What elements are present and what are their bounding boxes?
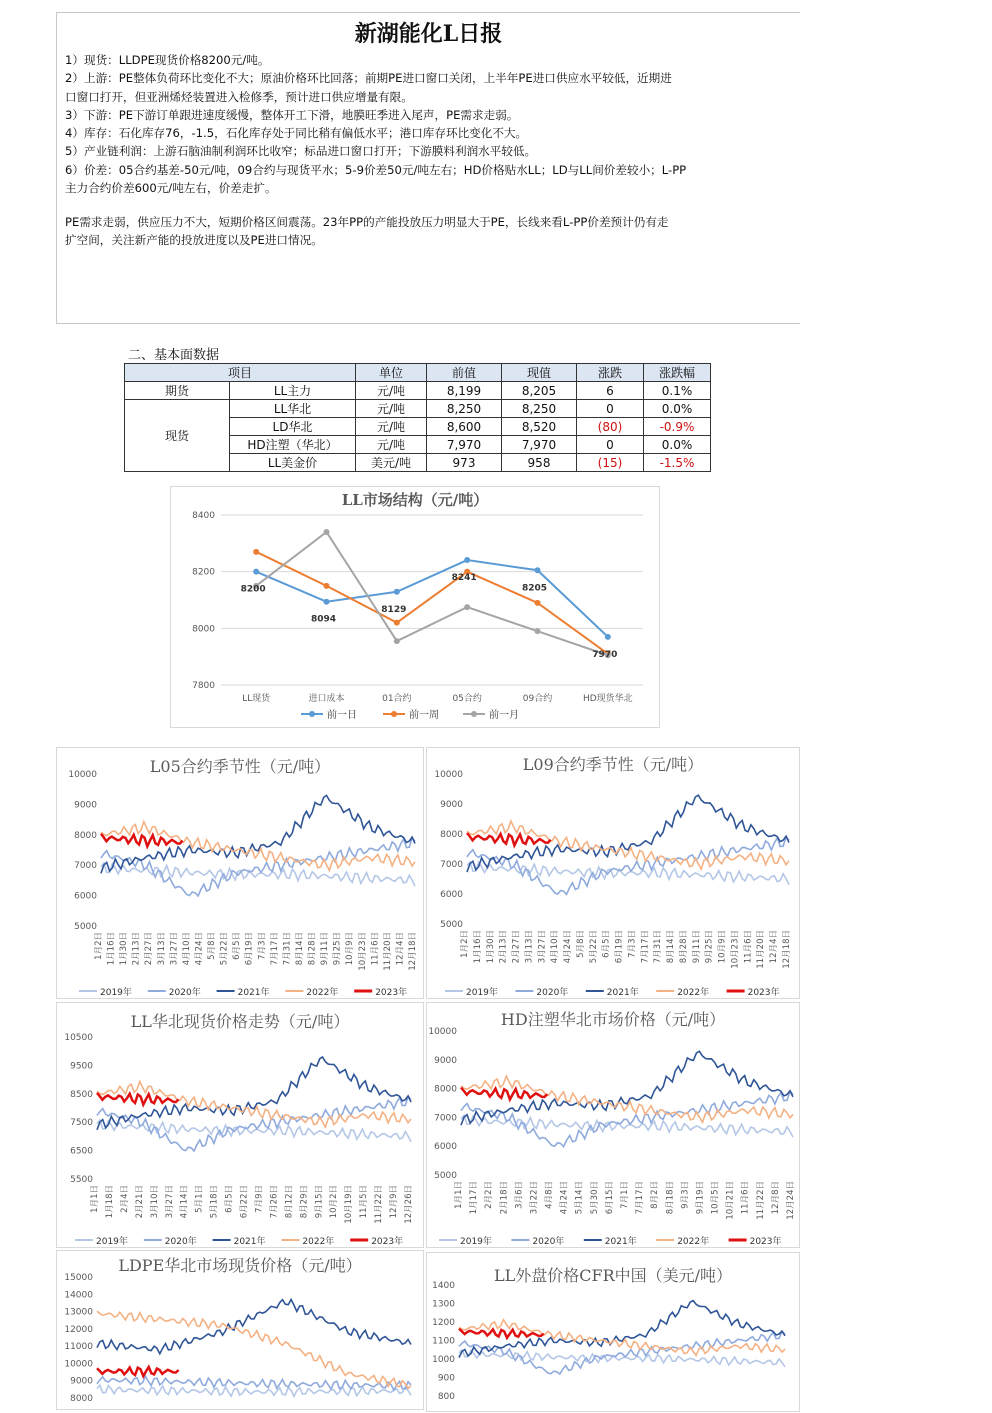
x-tick-label: 12月9日 — [389, 1185, 400, 1219]
x-tick-label: 6月19日 — [244, 932, 255, 966]
y-tick-label: 6000 — [434, 1142, 457, 1153]
x-tick-label: 7月17日 — [635, 1181, 646, 1215]
x-tick-label: 8月28日 — [307, 932, 318, 966]
x-tick-label: HD现货华北 — [582, 694, 633, 704]
y-tick-label: 10000 — [64, 1359, 93, 1370]
x-tick-label: 3月13日 — [156, 932, 167, 966]
y-tick-label: 5000 — [434, 1171, 457, 1181]
summary-line: 扩空间，关注新产能的投放进度以及PE进口情况。 — [65, 233, 323, 248]
report-line: 2）上游：PE整体负荷环比变化不大；原油价格环比回落；前期PE进口窗口关闭，上半年PE进口供应水平较低，近期进 — [65, 71, 672, 86]
report-line: 口窗口打开，但亚洲烯烃装置进入检修季，预计进口供应增量有限。 — [65, 89, 413, 104]
x-tick-label: 5月8日 — [575, 930, 586, 958]
y-tick-label: 8200 — [192, 567, 215, 578]
x-tick-label: 11月6日 — [740, 1181, 751, 1215]
x-tick-label: 05合约 — [452, 694, 482, 704]
x-tick-label: 6月5日 — [224, 1185, 235, 1213]
y-tick-label: 7500 — [70, 1118, 93, 1129]
row-prev: 8,199 — [427, 382, 502, 400]
series-line — [467, 795, 789, 872]
data-point — [324, 529, 330, 535]
data-point — [394, 620, 400, 626]
y-tick-label: 8000 — [192, 624, 215, 635]
row-item: LL华北 — [230, 400, 356, 418]
series-line — [461, 1088, 547, 1100]
x-tick-label: 1月2日 — [460, 930, 470, 958]
legend-label: 2021年 — [233, 1237, 266, 1247]
row-chg: 0 — [577, 436, 644, 454]
x-tick-label: 01合约 — [382, 694, 412, 704]
x-tick-label: 5月1日 — [194, 1185, 205, 1213]
report-line: 5）产业链利润：上游石脑油制利润环比收窄；标品进口窗口打开；下游膜料利润水平较低。 — [65, 144, 537, 159]
x-tick-label: 4月10日 — [181, 932, 192, 966]
report-line: 主力合约价差600元/吨左右，价差走扩。 — [65, 181, 277, 196]
x-tick-label: 7月31日 — [653, 930, 664, 964]
x-tick-label: 11月6日 — [743, 930, 754, 964]
ldpe-north-chart — [56, 1250, 424, 1410]
x-tick-label: 9月15日 — [314, 1185, 325, 1219]
x-tick-label: 8月29日 — [299, 1185, 310, 1219]
y-tick-label: 5500 — [70, 1175, 93, 1185]
y-tick-label: 9500 — [70, 1061, 93, 1072]
row-curr: 8,520 — [502, 418, 577, 436]
data-label: 7970 — [592, 649, 618, 660]
x-tick-label: 进口成本 — [308, 694, 345, 704]
header-pct: 涨跌幅 — [644, 364, 711, 382]
y-tick-label: 800 — [437, 1392, 455, 1402]
y-tick-label: 7000 — [74, 861, 97, 872]
data-label: 8205 — [521, 583, 548, 594]
x-tick-label: 2月27日 — [511, 930, 522, 964]
ll-north-spot-svg — [57, 1003, 425, 1249]
row-unit: 元/吨 — [356, 436, 427, 454]
section-title: 二、基本面数据 — [128, 348, 220, 363]
row-curr: 958 — [502, 454, 577, 472]
legend-label: 2023年 — [375, 988, 408, 998]
row-pct: -1.5% — [644, 454, 711, 472]
report-line: 6）价差：05合约基差-50元/吨，09合约与现货平水；5-9价差50元/吨左右；HD价格贴水LL；LD与LL间价差较小；L-PP — [65, 162, 687, 177]
l05-seasonal-chart — [56, 747, 424, 999]
l09-seasonal-svg — [427, 748, 801, 1000]
y-tick-label: 1000 — [432, 1355, 455, 1365]
report-line: 3）下游：PE下游订单跟进速度缓慢，整体开工下滑，地膜旺季进入尾声，PE需求走弱。 — [65, 107, 519, 122]
x-tick-label: 8月14日 — [666, 930, 677, 964]
x-tick-label: 12月4日 — [395, 932, 406, 966]
x-tick-label: 2月13日 — [131, 932, 142, 966]
report-line: 4）库存：石化库存76，-1.5，石化库存处于同比稍有偏低水平；港口库存环比变化不大。 — [65, 126, 528, 141]
table-header-row — [125, 364, 711, 382]
y-tick-label: 7000 — [434, 1113, 457, 1124]
row-prev: 7,970 — [427, 436, 502, 454]
row-prev: 973 — [427, 454, 502, 472]
y-tick-label: 11000 — [64, 1342, 93, 1353]
x-tick-label: 5月18日 — [209, 1185, 220, 1219]
x-tick-label: 1月16日 — [106, 932, 117, 966]
x-tick-label: 6月5日 — [601, 930, 612, 958]
chart-title: L09合约季节性（元/吨） — [522, 755, 704, 774]
data-point — [535, 600, 541, 606]
x-tick-label: 5月22日 — [219, 932, 230, 966]
y-tick-label: 8000 — [70, 1394, 93, 1404]
series-line — [461, 1051, 793, 1125]
legend-label: 2023年 — [371, 1237, 404, 1247]
ldpe-north-svg — [57, 1251, 425, 1411]
legend-label: 2021年 — [237, 988, 270, 998]
x-tick-label: 10月23日 — [357, 932, 368, 971]
row-curr: 8,205 — [502, 382, 577, 400]
x-tick-label: 7月1日 — [620, 1181, 630, 1209]
legend-label: 2022年 — [677, 988, 710, 998]
y-tick-label: 10000 — [434, 770, 463, 780]
row-pct: 0.0% — [644, 400, 711, 418]
legend-label: 2020年 — [536, 988, 569, 998]
legend-label: 2019年 — [466, 988, 498, 998]
y-tick-label: 10500 — [64, 1033, 93, 1043]
series-line — [467, 833, 551, 845]
data-label: 8241 — [451, 573, 477, 584]
data-point — [324, 599, 330, 605]
y-tick-label: 10000 — [68, 770, 97, 780]
y-tick-label: 900 — [437, 1373, 455, 1384]
x-tick-label: 6月22日 — [239, 1185, 250, 1219]
chart-title: HD注塑华北市场价格（元/吨） — [500, 1010, 726, 1029]
data-point — [253, 569, 259, 575]
x-tick-label: 12月18日 — [782, 930, 792, 969]
x-tick-label: 1月1日 — [90, 1185, 100, 1213]
x-tick-label: 12月24日 — [786, 1181, 796, 1220]
legend-marker — [309, 711, 315, 717]
x-tick-label: 8月2日 — [650, 1181, 661, 1209]
summary-line: PE需求走弱，供应压力不大，短期价格区间震荡。23年PP的产能投放压力明显大于PE，长线来看L-PP价差预计仍有走 — [65, 215, 669, 229]
data-point — [535, 567, 541, 573]
report-box — [56, 12, 800, 324]
row-chg: (15) — [577, 454, 644, 472]
row-unit: 元/吨 — [356, 382, 427, 400]
x-tick-label: 2月2日 — [484, 1181, 495, 1209]
chart-title: L05合约季节性（元/吨） — [149, 757, 331, 776]
x-tick-label: 3月27日 — [164, 1185, 175, 1219]
x-tick-label: 4月24日 — [194, 932, 205, 966]
report-lines — [65, 51, 795, 197]
x-tick-label: 11月20日 — [382, 932, 393, 971]
series-line — [97, 1367, 179, 1376]
x-tick-label: 10月2日 — [329, 1185, 340, 1219]
y-tick-label: 9000 — [440, 800, 463, 810]
series-line — [459, 1329, 544, 1338]
data-label: 8094 — [310, 614, 337, 625]
x-tick-label: 7月3日 — [627, 930, 638, 958]
x-tick-label: 3月27日 — [169, 932, 180, 966]
x-tick-label: 1月18日 — [104, 1185, 115, 1219]
data-point — [535, 628, 541, 634]
x-tick-label: 7月3日 — [257, 932, 268, 960]
x-tick-label: 1月30日 — [485, 930, 496, 964]
x-tick-label: 11月5日 — [359, 1185, 370, 1219]
group-futures: 期货 — [125, 382, 230, 400]
x-tick-label: 10月9日 — [717, 930, 728, 964]
ll-cfr-svg — [427, 1253, 801, 1413]
x-tick-label: 6月19日 — [614, 930, 625, 964]
y-tick-label: 6000 — [440, 890, 463, 900]
x-tick-label: 9月19日 — [695, 1181, 706, 1215]
series-line — [97, 1093, 179, 1105]
series-line — [459, 1301, 785, 1358]
hd-injection-svg — [427, 1003, 801, 1249]
header-unit: 单位 — [356, 364, 427, 382]
x-tick-label: 4月24日 — [563, 930, 574, 964]
x-tick-label: 7月17日 — [640, 930, 651, 964]
x-tick-label: 3月13日 — [524, 930, 535, 964]
fundamentals-table — [124, 363, 711, 472]
series-line — [97, 1300, 411, 1354]
x-tick-label: 11月20日 — [756, 930, 767, 969]
y-tick-label: 7000 — [440, 860, 463, 870]
x-tick-label: 7月17日 — [269, 932, 280, 966]
legend-label: 前一周 — [409, 710, 439, 721]
y-tick-label: 14000 — [64, 1290, 93, 1301]
x-tick-label: 1月17日 — [469, 1181, 480, 1215]
x-tick-label: 09合约 — [522, 694, 553, 704]
y-tick-label: 8000 — [74, 830, 97, 841]
x-tick-label: 2月21日 — [134, 1185, 145, 1219]
chart-title: LL市场结构（元/吨） — [341, 491, 489, 509]
y-tick-label: 1200 — [432, 1318, 455, 1328]
y-tick-label: 8500 — [70, 1089, 93, 1100]
y-tick-label: 10000 — [428, 1027, 457, 1037]
y-tick-label: 7800 — [192, 681, 215, 691]
x-tick-label: 7月31日 — [282, 932, 293, 966]
legend-label: 前一月 — [489, 710, 519, 721]
row-chg: 0 — [577, 400, 644, 418]
header-prev: 前值 — [427, 364, 502, 382]
series-line — [97, 1057, 411, 1130]
x-tick-label: 8月28日 — [678, 930, 689, 964]
chart-title: LL外盘价格CFR中国（美元/吨） — [493, 1266, 733, 1285]
x-tick-label: 7月9日 — [254, 1185, 265, 1213]
series-line — [101, 795, 415, 873]
x-tick-label: 3月22日 — [529, 1181, 540, 1215]
legend-label: 2020年 — [164, 1237, 197, 1247]
x-tick-label: 9月11日 — [691, 930, 702, 964]
data-point — [394, 638, 400, 644]
market-structure-chart — [170, 486, 660, 728]
y-tick-label: 6000 — [74, 891, 97, 902]
row-item: LL主力 — [230, 382, 356, 400]
x-tick-label: 5月14日 — [574, 1181, 585, 1215]
x-tick-label: 10月21日 — [725, 1181, 736, 1220]
x-tick-label: 11月22日 — [374, 1185, 385, 1224]
series-line — [97, 1385, 411, 1396]
x-tick-label: 8月14日 — [294, 932, 305, 966]
header-item: 项目 — [125, 364, 356, 382]
y-tick-label: 9000 — [434, 1055, 457, 1066]
table-row — [125, 382, 711, 400]
legend-label: 2021年 — [606, 988, 639, 998]
x-tick-label: 4月10日 — [550, 930, 561, 964]
x-tick-label: 10月23日 — [730, 930, 741, 969]
x-tick-label: 8月18日 — [665, 1181, 676, 1215]
row-curr: 7,970 — [502, 436, 577, 454]
legend-label: 2022年 — [306, 988, 339, 998]
x-tick-label: 9月25日 — [704, 930, 715, 964]
legend-label: 2022年 — [677, 1237, 710, 1247]
legend-label: 2023年 — [749, 1237, 782, 1247]
legend-marker — [471, 711, 477, 717]
y-tick-label: 9000 — [74, 800, 97, 811]
legend-label: 前一日 — [327, 710, 357, 721]
table-row — [125, 400, 711, 418]
data-point — [394, 589, 400, 595]
x-tick-label: 3月6日 — [514, 1181, 525, 1209]
y-tick-label: 8400 — [192, 511, 215, 521]
row-item: LD华北 — [230, 418, 356, 436]
x-tick-label: 10月9日 — [345, 932, 356, 966]
y-tick-label: 1300 — [432, 1299, 455, 1310]
x-tick-label: 10月19日 — [344, 1185, 355, 1224]
row-prev: 8,250 — [427, 400, 502, 418]
legend-label: 2020年 — [532, 1237, 565, 1247]
series-line — [256, 552, 608, 654]
x-tick-label: 2月27日 — [144, 932, 155, 966]
x-tick-label: 4月8日 — [544, 1181, 555, 1209]
x-tick-label: 4月14日 — [179, 1185, 190, 1219]
y-tick-label: 1400 — [432, 1281, 455, 1291]
data-point — [253, 549, 259, 555]
x-tick-label: 1月2日 — [94, 932, 104, 960]
x-tick-label: 6月15日 — [604, 1181, 615, 1215]
row-chg: (80) — [577, 418, 644, 436]
l09-seasonal-chart — [426, 747, 800, 999]
legend-marker — [391, 711, 397, 717]
data-point — [464, 604, 470, 610]
x-tick-label: 1月30日 — [119, 932, 130, 966]
row-unit: 美元/吨 — [356, 454, 427, 472]
hd-injection-chart — [426, 1002, 800, 1248]
x-tick-label: 5月30日 — [589, 1181, 600, 1215]
header-curr: 现值 — [502, 364, 577, 382]
legend-label: 2022年 — [302, 1237, 335, 1247]
legend-label: 2019年 — [100, 988, 132, 998]
x-tick-label: 6月5日 — [232, 932, 243, 960]
y-tick-label: 1100 — [432, 1336, 455, 1347]
ll-north-spot-chart — [56, 1002, 424, 1248]
y-tick-label: 15000 — [64, 1273, 93, 1283]
x-tick-label: 2月18日 — [499, 1181, 510, 1215]
row-item: HD注塑（华北） — [230, 436, 356, 454]
x-tick-label: 1月16日 — [472, 930, 483, 964]
x-tick-label: 3月27日 — [537, 930, 548, 964]
legend-label: 2020年 — [168, 988, 201, 998]
row-unit: 元/吨 — [356, 400, 427, 418]
y-tick-label: 5000 — [74, 922, 97, 932]
x-tick-label: 2月13日 — [498, 930, 509, 964]
x-tick-label: 11月6日 — [370, 932, 381, 966]
x-tick-label: 11月22日 — [755, 1181, 766, 1220]
x-tick-label: 7月26日 — [269, 1185, 280, 1219]
x-tick-label: 2月4日 — [119, 1185, 130, 1213]
group-spot: 现货 — [125, 400, 230, 472]
header-chg: 涨跌 — [577, 364, 644, 382]
y-tick-label: 6500 — [70, 1146, 93, 1157]
x-tick-label: 12月18日 — [408, 932, 418, 971]
x-tick-label: 12月26日 — [404, 1185, 414, 1224]
ll-cfr-chart — [426, 1252, 800, 1412]
series-line — [101, 834, 183, 847]
y-tick-label: 13000 — [64, 1307, 93, 1318]
report-title: 新湖能化L日报 — [354, 21, 503, 47]
y-tick-label: 9000 — [70, 1376, 93, 1387]
y-tick-label: 8000 — [440, 830, 463, 840]
data-label: 8200 — [240, 584, 266, 595]
legend-label: 2019年 — [96, 1237, 128, 1247]
report-line: 1）现货：LLDPE现货价格8200元/吨。 — [65, 53, 270, 67]
row-unit: 元/吨 — [356, 418, 427, 436]
x-tick-label: 4月24日 — [559, 1181, 570, 1215]
x-tick-label: 8月12日 — [284, 1185, 295, 1219]
chart-title: LDPE华北市场现货价格（元/吨） — [118, 1256, 362, 1275]
data-label: 8129 — [381, 604, 407, 615]
market-structure-svg — [171, 487, 661, 729]
row-curr: 8,250 — [502, 400, 577, 418]
legend-label: 2019年 — [460, 1237, 492, 1247]
x-tick-label: 9月11日 — [320, 932, 331, 966]
x-tick-label: 9月25日 — [332, 932, 343, 966]
y-tick-label: 8000 — [434, 1084, 457, 1095]
row-item: LL美金价 — [230, 454, 356, 472]
y-tick-label: 12000 — [64, 1324, 93, 1335]
x-tick-label: 10月5日 — [710, 1181, 721, 1215]
x-tick-label: 12月8日 — [770, 1181, 781, 1215]
l05-seasonal-svg — [57, 748, 425, 1000]
x-tick-label: 1月1日 — [454, 1181, 464, 1209]
y-tick-label: 5000 — [440, 920, 463, 930]
report-summary — [65, 213, 795, 250]
row-chg: 6 — [577, 382, 644, 400]
row-pct: 0.0% — [644, 436, 711, 454]
legend-label: 2021年 — [604, 1237, 637, 1247]
x-tick-label: 5月8日 — [207, 932, 218, 960]
row-pct: 0.1% — [644, 382, 711, 400]
legend-label: 2023年 — [747, 988, 780, 998]
data-point — [324, 583, 330, 589]
x-tick-label: 3月10日 — [149, 1185, 160, 1219]
row-prev: 8,600 — [427, 418, 502, 436]
row-pct: -0.9% — [644, 418, 711, 436]
x-tick-label: 9月3日 — [680, 1181, 691, 1209]
chart-title: LL华北现货价格走势（元/吨） — [130, 1012, 350, 1031]
data-point — [605, 634, 611, 640]
data-point — [464, 557, 470, 563]
x-tick-label: 12月4日 — [769, 930, 780, 964]
x-tick-label: 5月22日 — [588, 930, 599, 964]
x-tick-label: LL现货 — [242, 694, 271, 704]
